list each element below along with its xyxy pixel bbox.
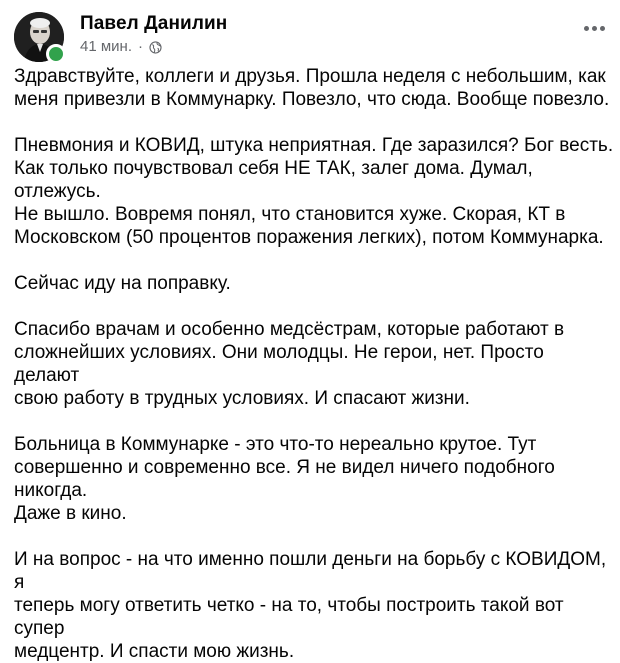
post-paragraph: Пневмония и КОВИД, штука неприятная. Где заразился? Бог весть. Как только почувствовал себя НЕ ТАК, залег дома. Думал, отлежусь. Не вышло. Вовремя понял, что становится хуже. Скорая, КТ в Московском (50 процентов поражения легких), потом Коммунарка. [14, 135, 614, 248]
post-timestamp[interactable]: 41 мин. [80, 38, 132, 55]
post-paragraph: Спасибо врачам и особенно медсёстрам, которые работают в сложнейших условиях. Они молодцы. Не герои, нет. Просто делают свою работу в трудных условиях. И спасают жизни. [14, 319, 565, 409]
post-options-button[interactable] [578, 12, 610, 44]
globe-icon[interactable] [149, 41, 162, 54]
more-horizontal-icon [584, 26, 605, 31]
online-status-indicator [46, 44, 66, 64]
author-name[interactable]: Павел Данилин [80, 13, 228, 34]
post-paragraph: Здравствуйте, коллеги и друзья. Прошла неделя с небольшим, как меня привезли в Коммунарку. Повезло, что сюда. Вообще повезло. [14, 66, 610, 110]
post-text [14, 65, 614, 663]
post-meta [80, 38, 162, 56]
post-paragraph: Больница в Коммунарке - это что-то нереально крутое. Тут совершенно и современно все. Я не видел ничего подобного никогда. Даже в кино. [14, 434, 555, 524]
post-paragraph: Сейчас иду на поправку. [14, 273, 231, 294]
post-paragraph: И на вопрос - на что именно пошли деньги на борьбу с КОВИДОМ, я теперь могу ответить четко - на то, чтобы построить такой вот супер медцентр. И спасти мою жизнь. [14, 549, 607, 662]
meta-separator: · [138, 38, 143, 55]
post-header [14, 12, 610, 60]
author-avatar-link[interactable] [14, 12, 64, 62]
